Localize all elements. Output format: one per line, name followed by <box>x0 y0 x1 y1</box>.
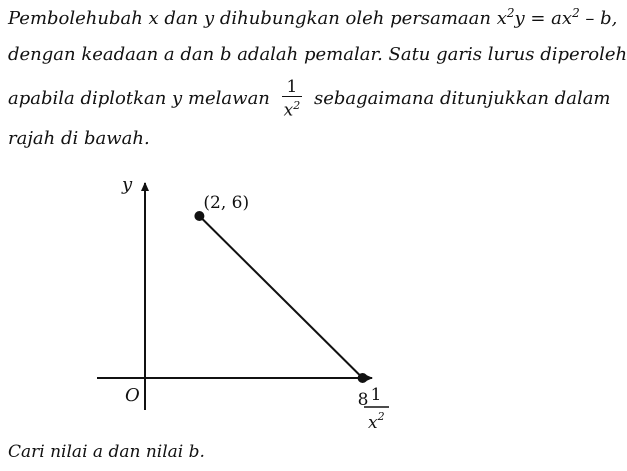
line1-text: Pembolehubah x dan y dihubungkan oleh persamaan <box>8 8 497 29</box>
line3-pre: apabila diplotkan y melawan <box>8 87 270 109</box>
point-8-0 <box>358 373 368 383</box>
origin-label: O <box>125 385 140 406</box>
eq-exp2: 2 <box>572 6 580 20</box>
eq-mid: y = ax <box>514 8 573 29</box>
eq-end: – b, <box>579 8 618 29</box>
point-bottom-label: 8 <box>357 390 369 410</box>
frac-den-exp: 2 <box>293 99 301 112</box>
task-text: Cari nilai a dan nilai b. <box>8 442 205 462</box>
x-axis-label-num: 1 <box>370 385 382 405</box>
frac-den-base: x <box>283 100 294 121</box>
eq-x: x <box>496 8 507 29</box>
frac-num: 1 <box>286 77 298 97</box>
question-line-2: dengan keadaan a dan b adalah pemalar. Satu garis lurus diperoleh <box>8 44 627 65</box>
eq-exp1: 2 <box>506 6 515 20</box>
graph-line <box>199 216 362 378</box>
line3-post: sebagaimana ditunjukkan dalam <box>313 87 611 109</box>
x-axis-label-den: $x^2$ <box>368 410 385 433</box>
y-axis-label: y <box>122 174 133 195</box>
question-line-4: rajah di bawah. <box>8 128 150 149</box>
point-top-label: (2, 6) <box>203 193 250 213</box>
